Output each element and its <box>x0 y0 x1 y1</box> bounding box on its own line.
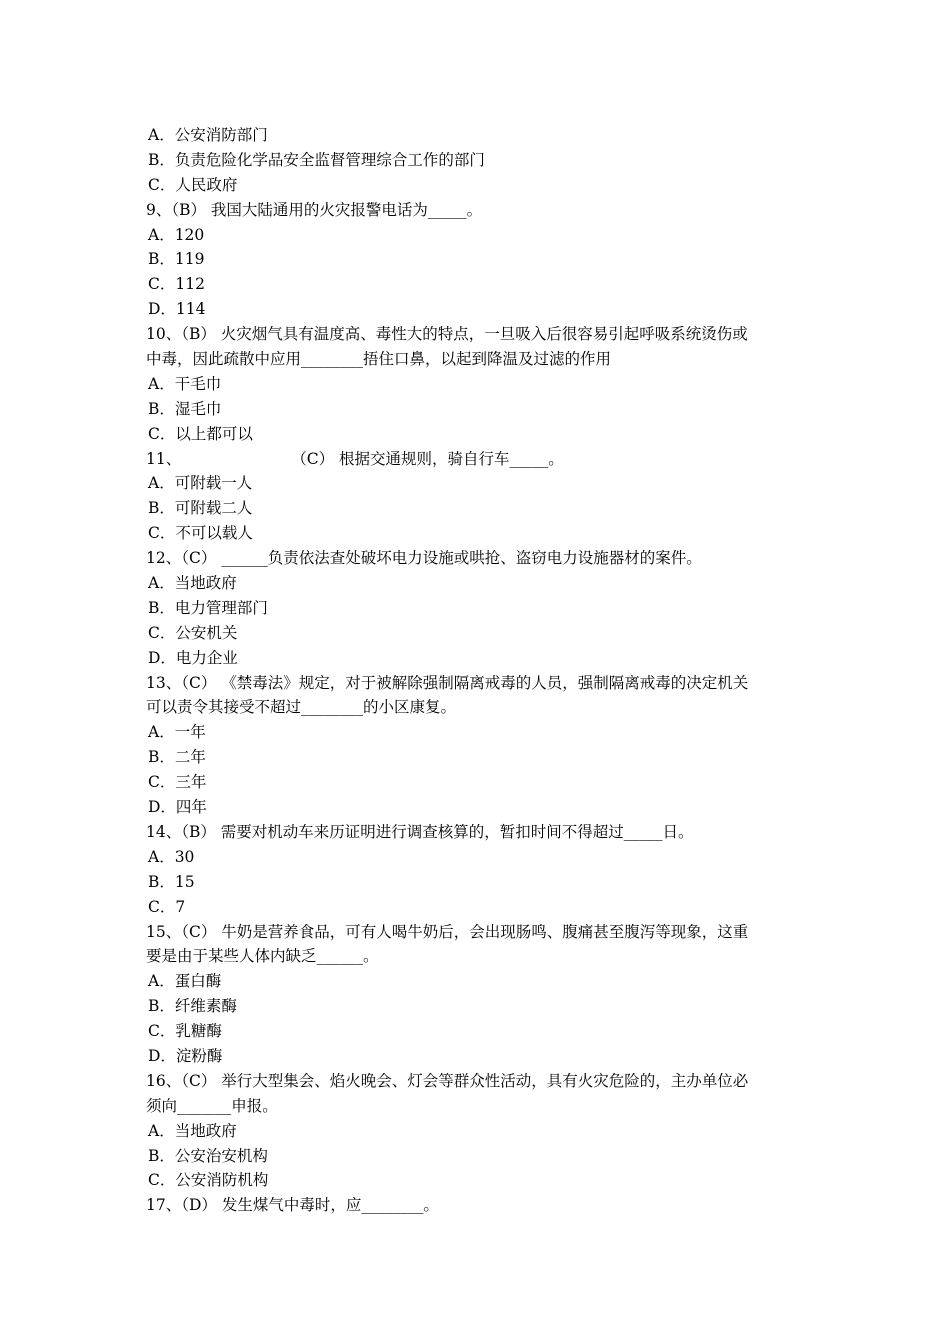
question-line: 14、（B） 需要对机动车来历证明进行调查核算的，暂扣时间不得超过_____日。 <box>146 822 694 841</box>
question-line: 12、（C） ______负责依法查处破坏电力设施或哄抢、盗窃电力设施器材的案件。 <box>146 549 702 568</box>
question-line: 10、（B） 火灾烟气具有温度高、毒性大的特点，一旦吸入后很容易引起呼吸系统烫伤或 <box>146 325 748 344</box>
answer-option: D．四年 <box>148 798 207 817</box>
question-line: 中毒，因此疏散中应用________捂住口鼻，以起到降温及过滤的作用 <box>146 350 612 369</box>
answer-option: C．以上都可以 <box>148 424 253 443</box>
answer-option: C．三年 <box>148 773 207 792</box>
answer-option: B．电力管理部门 <box>148 598 268 617</box>
question-line: 13、（C） 《禁毒法》规定，对于被解除强制隔离戒毒的人员，强制隔离戒毒的决定机关 <box>146 673 749 692</box>
answer-option: A．120 <box>148 225 205 244</box>
answer-option: A．当地政府 <box>148 574 237 593</box>
question-line: 要是由于某些人体内缺乏______。 <box>146 947 379 966</box>
answer-option: A．当地政府 <box>148 1121 237 1140</box>
answer-option: C．7 <box>148 897 186 916</box>
answer-option: B．15 <box>148 872 195 891</box>
answer-option: C．公安消防机构 <box>148 1171 269 1190</box>
question-number: 11、 <box>146 449 182 468</box>
question-line <box>146 447 816 472</box>
answer-option: B．公安治安机构 <box>148 1146 268 1165</box>
answer-option: C．112 <box>148 275 205 294</box>
answer-option: C．乳糖酶 <box>148 1022 222 1041</box>
question-text: （C） 根据交通规则，骑自行车_____。 <box>291 449 564 468</box>
answer-option: B．二年 <box>148 748 206 767</box>
answer-option: B．湿毛巾 <box>148 399 222 418</box>
question-line: 须向_______申报。 <box>146 1096 278 1115</box>
answer-option: D．电力企业 <box>148 648 238 667</box>
answer-option: D．114 <box>148 300 206 319</box>
answer-option: B．可附载二人 <box>148 499 253 518</box>
answer-option: B．纤维素酶 <box>148 997 237 1016</box>
question-line: 9、（B） 我国大陆通用的火灾报警电话为_____。 <box>146 200 483 219</box>
answer-option: C．人民政府 <box>148 175 238 194</box>
answer-option: B．负责危险化学品安全监督管理综合工作的部门 <box>148 150 485 169</box>
question-line: 15、（C） 牛奶是营养食品，可有人喝牛奶后，会出现肠鸣、腹痛甚至腹泻等现象，这重 <box>146 922 749 941</box>
answer-option: A．干毛巾 <box>148 374 222 393</box>
answer-option: B．119 <box>148 250 205 269</box>
answer-option: A．一年 <box>148 723 206 742</box>
answer-option: A．蛋白酶 <box>148 972 222 991</box>
document-page <box>146 123 816 1218</box>
answer-option: A．可附载一人 <box>148 474 253 493</box>
question-line: 可以责令其接受不超过________的小区康复。 <box>146 698 457 717</box>
answer-option: A．公安消防部门 <box>148 126 268 144</box>
answer-option: C．公安机关 <box>148 623 238 642</box>
question-line: 17、（D） 发生煤气中毒时，应________。 <box>146 1196 439 1215</box>
question-line: 16、（C） 举行大型集会、焰火晚会、灯会等群众性活动，具有火灾危险的，主办单位必 <box>146 1071 749 1090</box>
answer-option: C．不可以载人 <box>148 524 253 543</box>
answer-option: A．30 <box>148 847 195 866</box>
answer-option: D．淀粉酶 <box>148 1046 223 1065</box>
